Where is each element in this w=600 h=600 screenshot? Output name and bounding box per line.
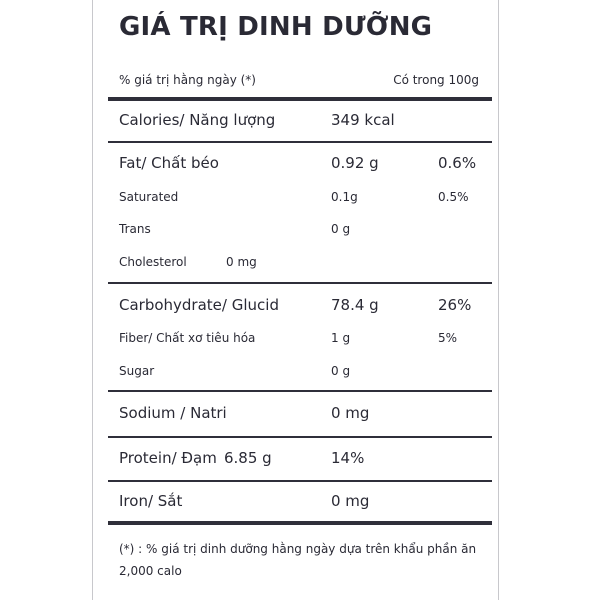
sugar-amount: 0 g: [331, 364, 351, 378]
saturated-amount: 0.1g: [331, 190, 358, 204]
trans-amount: 0 g: [331, 222, 351, 236]
label-title: GIÁ TRỊ DINH DƯỠNG: [119, 12, 433, 42]
divider: [108, 521, 492, 525]
protein-daily-value: 14%: [331, 449, 365, 467]
calories-label: Calories/ Năng lượng: [119, 111, 276, 129]
fat-daily-value: 0.6%: [438, 154, 477, 172]
carbohydrate-label: Carbohydrate/ Glucid: [119, 296, 279, 314]
saturated-label: Saturated: [119, 190, 179, 204]
carbohydrate-amount: 78.4 g: [331, 296, 379, 314]
divider: [108, 141, 492, 143]
sugar-label: Sugar: [119, 364, 155, 378]
sodium-amount: 0 mg: [331, 404, 370, 422]
iron-amount: 0 mg: [331, 492, 370, 510]
calories-amount: 349 kcal: [331, 111, 395, 129]
trans-label: Trans: [119, 222, 151, 236]
divider: [108, 436, 492, 438]
divider: [108, 390, 492, 392]
protein-amount: 6.85 g: [224, 449, 272, 467]
daily-value-header: % giá trị hằng ngày (*): [119, 73, 256, 87]
cholesterol-label: Cholesterol: [119, 255, 187, 269]
cholesterol-amount: 0 mg: [226, 255, 257, 269]
saturated-daily-value: 0.5%: [438, 190, 469, 204]
divider: [108, 97, 492, 101]
protein-label: Protein/ Đạm: [119, 449, 217, 467]
divider: [108, 282, 492, 284]
fat-amount: 0.92 g: [331, 154, 379, 172]
fiber-daily-value: 5%: [438, 331, 458, 345]
footnote: (*) : % giá trị dinh dưỡng hằng ngày dựa trên khẩu phần ăn 2,000 calo: [119, 542, 477, 578]
iron-label: Iron/ Sắt: [119, 492, 183, 510]
fiber-label: Fiber/ Chất xơ tiêu hóa: [119, 331, 256, 345]
divider: [108, 480, 492, 482]
per-100g-header: Có trong 100g: [393, 73, 479, 87]
fiber-amount: 1 g: [331, 331, 351, 345]
fat-label: Fat/ Chất béo: [119, 154, 219, 172]
sodium-label: Sodium / Natri: [119, 404, 227, 422]
carbohydrate-daily-value: 26%: [438, 296, 472, 314]
